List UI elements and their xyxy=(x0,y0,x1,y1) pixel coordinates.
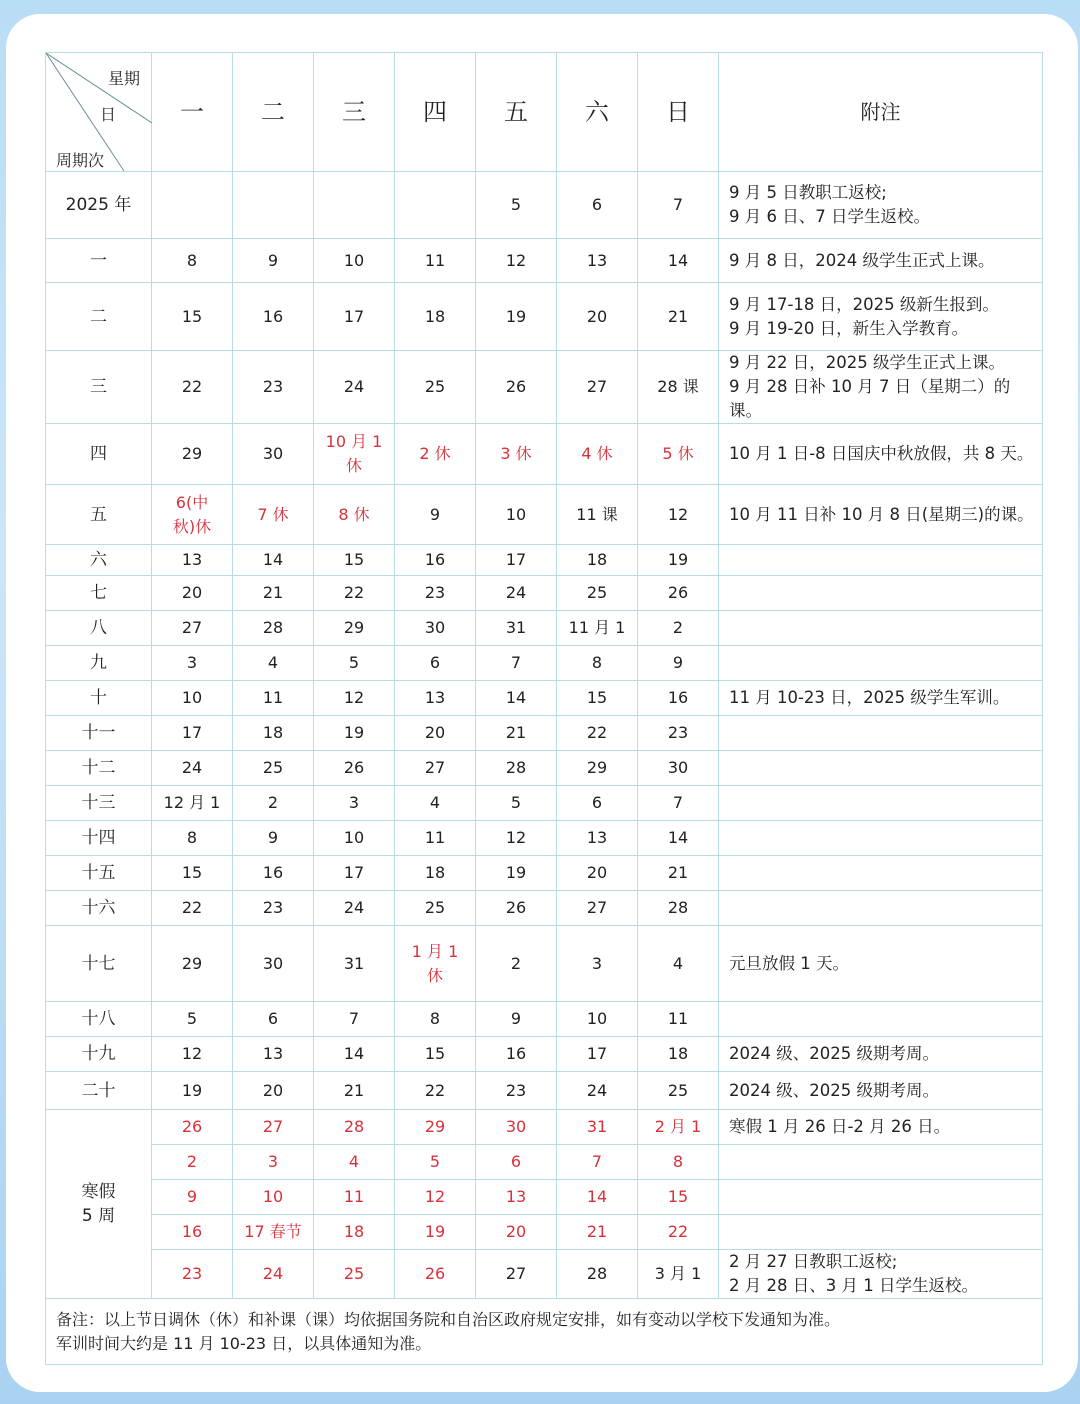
day-cell-mon: 9 xyxy=(152,1180,233,1215)
week-row xyxy=(46,283,1043,351)
day-cell-thu: 15 xyxy=(395,1037,476,1072)
day-cell-sat: 27 xyxy=(557,351,638,424)
day-cell-sat: 31 xyxy=(557,1110,638,1145)
day-cell-thu: 9 xyxy=(395,485,476,545)
day-cell-sat: 29 xyxy=(557,751,638,786)
day-cell-sun: 28 课 xyxy=(638,351,719,424)
day-cell-sun: 28 xyxy=(638,891,719,926)
week-label: 二十 xyxy=(46,1072,152,1110)
day-cell-mon: 13 xyxy=(152,545,233,576)
day-cell-tue: 16 xyxy=(233,856,314,891)
week-label: 六 xyxy=(46,545,152,576)
day-header-thu: 四 xyxy=(395,53,476,172)
day-cell-wed: 12 xyxy=(314,681,395,716)
day-cell-thu: 12 xyxy=(395,1180,476,1215)
note-cell xyxy=(719,611,1043,646)
week-row xyxy=(46,751,1043,786)
day-cell-thu: 30 xyxy=(395,611,476,646)
day-cell-tue: 10 xyxy=(233,1180,314,1215)
day-cell-fri: 6 xyxy=(476,1145,557,1180)
day-cell-wed: 8 休 xyxy=(314,485,395,545)
day-cell-sat: 11 课 xyxy=(557,485,638,545)
note-cell xyxy=(719,716,1043,751)
note-header: 附注 xyxy=(719,53,1043,172)
footer-row xyxy=(46,1299,1043,1365)
day-cell-wed: 28 xyxy=(314,1110,395,1145)
day-cell-thu: 29 xyxy=(395,1110,476,1145)
day-cell-mon: 26 xyxy=(152,1110,233,1145)
day-cell-thu: 25 xyxy=(395,891,476,926)
day-cell-thu: 8 xyxy=(395,1002,476,1037)
day-cell-thu: 2 休 xyxy=(395,424,476,485)
day-cell-wed: 15 xyxy=(314,545,395,576)
day-cell-fri: 24 xyxy=(476,576,557,611)
note-cell xyxy=(719,545,1043,576)
winter-label-line: 5 周 xyxy=(81,1206,116,1226)
corner-weekday-label: 星期 xyxy=(108,69,141,88)
day-header-fri: 五 xyxy=(476,53,557,172)
day-cell-sun: 23 xyxy=(638,716,719,751)
day-cell-mon: 16 xyxy=(152,1215,233,1250)
day-cell-sun: 25 xyxy=(638,1072,719,1110)
day-cell-sun: 5 休 xyxy=(638,424,719,485)
day-cell-thu: 22 xyxy=(395,1072,476,1110)
day-cell-thu: 11 xyxy=(395,821,476,856)
week-row xyxy=(46,1037,1043,1072)
week-row xyxy=(46,786,1043,821)
note-cell xyxy=(719,239,1043,283)
week-label: 七 xyxy=(46,576,152,611)
week-label: 五 xyxy=(46,485,152,545)
day-cell-mon: 12 xyxy=(152,1037,233,1072)
day-cell-sat: 10 xyxy=(557,1002,638,1037)
day-cell-tue: 24 xyxy=(233,1250,314,1299)
day-cell-wed: 22 xyxy=(314,576,395,611)
week-label: 十六 xyxy=(46,891,152,926)
day-cell-wed: 17 xyxy=(314,856,395,891)
day-cell-tue: 18 xyxy=(233,716,314,751)
day-cell-tue: 28 xyxy=(233,611,314,646)
note-cell xyxy=(719,681,1043,716)
note-line: 寒假 1 月 26 日-2 月 26 日。 xyxy=(729,1117,951,1136)
day-cell-fri: 2 xyxy=(476,926,557,1002)
note-cell xyxy=(719,172,1043,239)
day-cell-sun: 15 xyxy=(638,1180,719,1215)
note-cell xyxy=(719,751,1043,786)
day-cell-wed xyxy=(314,172,395,239)
week-row xyxy=(46,891,1043,926)
day-cell-tue: 20 xyxy=(233,1072,314,1110)
day-cell-fri: 12 xyxy=(476,239,557,283)
note-line: 9 月 6 日、7 日学生返校。 xyxy=(729,207,930,226)
day-cell-mon: 15 xyxy=(152,283,233,351)
day-cell-tue: 6 xyxy=(233,1002,314,1037)
winter-row xyxy=(46,1110,1043,1145)
day-header-mon: 一 xyxy=(152,53,233,172)
day-cell-sun: 18 xyxy=(638,1037,719,1072)
day-cell-mon: 8 xyxy=(152,239,233,283)
day-cell-thu xyxy=(395,172,476,239)
day-cell-tue: 25 xyxy=(233,751,314,786)
day-cell-thu: 5 xyxy=(395,1145,476,1180)
day-cell-wed: 24 xyxy=(314,351,395,424)
day-header-sat: 六 xyxy=(557,53,638,172)
week-row xyxy=(46,576,1043,611)
day-header-tue: 二 xyxy=(233,53,314,172)
week-row xyxy=(46,856,1043,891)
day-cell-tue: 14 xyxy=(233,545,314,576)
day-cell-wed: 18 xyxy=(314,1215,395,1250)
day-cell-wed: 14 xyxy=(314,1037,395,1072)
week-label: 十九 xyxy=(46,1037,152,1072)
day-cell-sat: 20 xyxy=(557,283,638,351)
day-cell-sun: 30 xyxy=(638,751,719,786)
calendar-body xyxy=(46,53,1043,1365)
day-cell-sat: 6 xyxy=(557,786,638,821)
note-line: 9 月 5 日教职工返校; xyxy=(729,183,887,202)
day-cell-fri: 3 休 xyxy=(476,424,557,485)
week-label: 十五 xyxy=(46,856,152,891)
day-cell-fri: 28 xyxy=(476,751,557,786)
school-calendar-table xyxy=(45,52,1043,1365)
day-cell-sun: 4 xyxy=(638,926,719,1002)
week-label: 十四 xyxy=(46,821,152,856)
day-header-wed: 三 xyxy=(314,53,395,172)
day-cell-thu: 18 xyxy=(395,283,476,351)
week-label: 十七 xyxy=(46,926,152,1002)
note-cell xyxy=(719,424,1043,485)
day-cell-sun: 3 月 1 xyxy=(638,1250,719,1299)
day-cell-tue: 13 xyxy=(233,1037,314,1072)
day-cell-sun: 11 xyxy=(638,1002,719,1037)
winter-row xyxy=(46,1250,1043,1299)
week-row xyxy=(46,611,1043,646)
day-cell-tue: 21 xyxy=(233,576,314,611)
day-cell-sun: 14 xyxy=(638,239,719,283)
day-cell-sun: 22 xyxy=(638,1215,719,1250)
week-label: 十一 xyxy=(46,716,152,751)
day-cell-sat: 18 xyxy=(557,545,638,576)
day-cell-fri: 16 xyxy=(476,1037,557,1072)
week-label: 三 xyxy=(46,351,152,424)
note-line: 10 月 1 日-8 日国庆中秋放假，共 8 天。 xyxy=(729,444,1034,463)
day-cell-fri: 5 xyxy=(476,786,557,821)
week-row xyxy=(46,485,1043,545)
winter-row xyxy=(46,1215,1043,1250)
day-cell-thu: 4 xyxy=(395,786,476,821)
day-cell-fri: 23 xyxy=(476,1072,557,1110)
day-cell-sun: 7 xyxy=(638,786,719,821)
note-cell xyxy=(719,1145,1043,1180)
day-cell-thu: 11 xyxy=(395,239,476,283)
day-cell-fri: 19 xyxy=(476,856,557,891)
footer-line: 备注：以上节日调休（休）和补课（课）均依据国务院和自治区政府规定安排，如有变动以学校下发通知为准。 xyxy=(56,1309,841,1329)
day-cell-mon: 19 xyxy=(152,1072,233,1110)
note-cell xyxy=(719,485,1043,545)
day-cell-fri: 19 xyxy=(476,283,557,351)
day-cell-mon: 3 xyxy=(152,646,233,681)
day-cell-sat: 28 xyxy=(557,1250,638,1299)
day-cell-thu: 19 xyxy=(395,1215,476,1250)
day-cell-sat: 13 xyxy=(557,239,638,283)
day-cell-tue: 27 xyxy=(233,1110,314,1145)
day-cell-mon: 27 xyxy=(152,611,233,646)
week-label: 十八 xyxy=(46,1002,152,1037)
note-cell xyxy=(719,646,1043,681)
day-cell-thu: 23 xyxy=(395,576,476,611)
day-cell-tue: 16 xyxy=(233,283,314,351)
day-cell-sun: 19 xyxy=(638,545,719,576)
day-cell-wed: 10 月 1 休 xyxy=(314,424,395,485)
day-cell-wed: 29 xyxy=(314,611,395,646)
day-cell-tue: 7 休 xyxy=(233,485,314,545)
week-row xyxy=(46,716,1043,751)
day-cell-tue: 23 xyxy=(233,891,314,926)
day-cell-sat: 25 xyxy=(557,576,638,611)
day-cell-sun: 9 xyxy=(638,646,719,681)
day-cell-fri: 26 xyxy=(476,351,557,424)
week-row xyxy=(46,351,1043,424)
day-cell-fri: 17 xyxy=(476,545,557,576)
week-label: 八 xyxy=(46,611,152,646)
day-cell-sat: 4 休 xyxy=(557,424,638,485)
footer-remark xyxy=(46,1299,1043,1365)
day-cell-tue xyxy=(233,172,314,239)
day-cell-fri: 10 xyxy=(476,485,557,545)
day-cell-wed: 31 xyxy=(314,926,395,1002)
day-cell-wed: 26 xyxy=(314,751,395,786)
week-label: 九 xyxy=(46,646,152,681)
day-cell-fri: 13 xyxy=(476,1180,557,1215)
day-cell-mon: 12 月 1 xyxy=(152,786,233,821)
day-cell-fri: 30 xyxy=(476,1110,557,1145)
day-cell-sat: 11 月 1 xyxy=(557,611,638,646)
week-row xyxy=(46,239,1043,283)
day-cell-wed: 21 xyxy=(314,1072,395,1110)
day-cell-tue: 30 xyxy=(233,424,314,485)
corner-header xyxy=(46,53,152,172)
day-cell-mon: 29 xyxy=(152,926,233,1002)
day-cell-sat: 13 xyxy=(557,821,638,856)
week-label: 四 xyxy=(46,424,152,485)
week-row xyxy=(46,545,1043,576)
day-cell-wed: 25 xyxy=(314,1250,395,1299)
day-cell-wed: 4 xyxy=(314,1145,395,1180)
day-cell-wed: 7 xyxy=(314,1002,395,1037)
note-line: 9 月 19-20 日，新生入学教育。 xyxy=(729,318,969,338)
note-cell xyxy=(719,351,1043,424)
day-cell-wed: 10 xyxy=(314,239,395,283)
day-cell-sun: 7 xyxy=(638,172,719,239)
corner-week-label: 周期次 xyxy=(56,151,105,170)
day-cell-fri: 20 xyxy=(476,1215,557,1250)
day-cell-wed: 19 xyxy=(314,716,395,751)
note-cell xyxy=(719,1037,1043,1072)
day-cell-sat: 6 xyxy=(557,172,638,239)
day-cell-thu: 13 xyxy=(395,681,476,716)
day-cell-wed: 3 xyxy=(314,786,395,821)
day-cell-fri: 14 xyxy=(476,681,557,716)
day-cell-mon: 15 xyxy=(152,856,233,891)
week-row xyxy=(46,172,1043,239)
week-label: 十 xyxy=(46,681,152,716)
day-cell-sat: 7 xyxy=(557,1145,638,1180)
day-cell-fri: 26 xyxy=(476,891,557,926)
day-cell-mon xyxy=(152,172,233,239)
note-cell xyxy=(719,1180,1043,1215)
week-label: 一 xyxy=(46,239,152,283)
day-cell-tue: 2 xyxy=(233,786,314,821)
note-cell xyxy=(719,786,1043,821)
day-cell-sat: 27 xyxy=(557,891,638,926)
day-cell-mon: 8 xyxy=(152,821,233,856)
header-row xyxy=(46,53,1043,172)
note-line: 元旦放假 1 天。 xyxy=(729,953,849,973)
day-cell-wed: 11 xyxy=(314,1180,395,1215)
winter-row xyxy=(46,1180,1043,1215)
day-cell-sat: 22 xyxy=(557,716,638,751)
day-cell-sun: 12 xyxy=(638,485,719,545)
day-cell-mon: 23 xyxy=(152,1250,233,1299)
week-row xyxy=(46,821,1043,856)
note-cell xyxy=(719,821,1043,856)
day-cell-sat: 14 xyxy=(557,1180,638,1215)
day-cell-mon: 2 xyxy=(152,1145,233,1180)
day-cell-sun: 2 xyxy=(638,611,719,646)
week-row xyxy=(46,424,1043,485)
winter-label-line: 寒假 xyxy=(81,1182,116,1202)
day-cell-sat: 3 xyxy=(557,926,638,1002)
day-cell-mon: 24 xyxy=(152,751,233,786)
week-row xyxy=(46,1072,1043,1110)
day-header-sun: 日 xyxy=(638,53,719,172)
day-cell-mon: 20 xyxy=(152,576,233,611)
day-cell-mon: 6(中 秋)休 xyxy=(152,485,233,545)
day-cell-sun: 21 xyxy=(638,856,719,891)
day-cell-sun: 2 月 1 xyxy=(638,1110,719,1145)
note-line: 2024 级、2025 级期考周。 xyxy=(729,1080,939,1100)
day-cell-sat: 8 xyxy=(557,646,638,681)
note-cell xyxy=(719,1215,1043,1250)
note-line: 9 月 17-18 日，2025 级新生报到。 xyxy=(729,294,999,314)
day-cell-thu: 18 xyxy=(395,856,476,891)
winter-break-label xyxy=(46,1110,152,1299)
note-line: 9 月 28 日补 10 月 7 日（星期二）的课。 xyxy=(729,377,1011,420)
day-cell-tue: 11 xyxy=(233,681,314,716)
day-cell-fri: 7 xyxy=(476,646,557,681)
note-line: 2024 级、2025 级期考周。 xyxy=(729,1044,939,1063)
day-cell-mon: 22 xyxy=(152,351,233,424)
day-cell-thu: 6 xyxy=(395,646,476,681)
day-cell-mon: 29 xyxy=(152,424,233,485)
note-cell xyxy=(719,1072,1043,1110)
day-cell-wed: 5 xyxy=(314,646,395,681)
week-row xyxy=(46,1002,1043,1037)
note-line: 2 月 28 日、3 月 1 日学生返校。 xyxy=(729,1276,978,1295)
note-line: 10 月 11 日补 10 月 8 日(星期三)的课。 xyxy=(729,504,1034,524)
note-line: 9 月 22 日，2025 级学生正式上课。 xyxy=(729,353,1005,372)
day-cell-fri: 12 xyxy=(476,821,557,856)
day-cell-sat: 15 xyxy=(557,681,638,716)
day-cell-sat: 24 xyxy=(557,1072,638,1110)
day-cell-mon: 22 xyxy=(152,891,233,926)
day-cell-thu: 16 xyxy=(395,545,476,576)
note-cell xyxy=(719,576,1043,611)
footer-line: 军训时间大约是 11 月 10-23 日，以具体通知为准。 xyxy=(56,1333,432,1353)
note-cell xyxy=(719,1002,1043,1037)
day-cell-fri: 31 xyxy=(476,611,557,646)
week-label: 十三 xyxy=(46,786,152,821)
day-cell-thu: 20 xyxy=(395,716,476,751)
day-cell-sun: 14 xyxy=(638,821,719,856)
day-cell-tue: 30 xyxy=(233,926,314,1002)
day-cell-wed: 24 xyxy=(314,891,395,926)
week-label: 二 xyxy=(46,283,152,351)
day-cell-fri: 5 xyxy=(476,172,557,239)
week-label: 十二 xyxy=(46,751,152,786)
day-cell-tue: 3 xyxy=(233,1145,314,1180)
day-cell-wed: 10 xyxy=(314,821,395,856)
day-cell-thu: 26 xyxy=(395,1250,476,1299)
note-line: 9 月 8 日，2024 级学生正式上课。 xyxy=(729,250,995,270)
day-cell-mon: 10 xyxy=(152,681,233,716)
day-cell-tue: 9 xyxy=(233,821,314,856)
day-cell-thu: 27 xyxy=(395,751,476,786)
note-cell xyxy=(719,856,1043,891)
day-cell-sat: 20 xyxy=(557,856,638,891)
day-cell-tue: 9 xyxy=(233,239,314,283)
day-cell-thu: 25 xyxy=(395,351,476,424)
corner-day-label: 日 xyxy=(100,105,117,124)
note-line: 2 月 27 日教职工返校; xyxy=(729,1252,898,1271)
note-cell xyxy=(719,1110,1043,1145)
note-cell xyxy=(719,283,1043,351)
day-cell-sun: 8 xyxy=(638,1145,719,1180)
day-cell-mon: 5 xyxy=(152,1002,233,1037)
day-cell-tue: 23 xyxy=(233,351,314,424)
day-cell-thu: 1 月 1 休 xyxy=(395,926,476,1002)
day-cell-fri: 21 xyxy=(476,716,557,751)
week-row xyxy=(46,926,1043,1002)
week-row xyxy=(46,681,1043,716)
day-cell-sun: 16 xyxy=(638,681,719,716)
note-cell xyxy=(719,891,1043,926)
day-cell-sat: 21 xyxy=(557,1215,638,1250)
note-line: 11 月 10-23 日，2025 级学生军训。 xyxy=(729,688,1010,707)
note-cell xyxy=(719,1250,1043,1299)
day-cell-sat: 17 xyxy=(557,1037,638,1072)
day-cell-sun: 26 xyxy=(638,576,719,611)
week-row xyxy=(46,646,1043,681)
winter-row xyxy=(46,1145,1043,1180)
note-cell xyxy=(719,926,1043,1002)
week-label: 2025 年 xyxy=(46,172,152,239)
day-cell-fri: 9 xyxy=(476,1002,557,1037)
day-cell-wed: 17 xyxy=(314,283,395,351)
day-cell-sun: 21 xyxy=(638,283,719,351)
day-cell-tue: 4 xyxy=(233,646,314,681)
day-cell-tue: 17 春节 xyxy=(233,1215,314,1250)
day-cell-mon: 17 xyxy=(152,716,233,751)
day-cell-fri: 27 xyxy=(476,1250,557,1299)
